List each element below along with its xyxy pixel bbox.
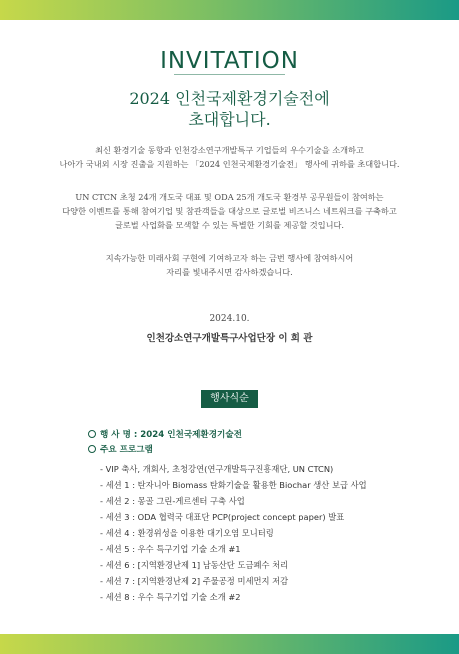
event-program-badge: 행사식순 [201,390,258,408]
bottom-decorative-band [0,634,459,654]
participants-paragraph [0,190,459,232]
participants-line-1: UN CTCN 초청 24개 개도국 대표 및 ODA 25개 개도국 환경부 공무원들이 참여하는 [75,192,384,202]
program-heading-text: 주요 프로그램 [100,445,153,455]
closing-paragraph [0,251,459,279]
program-item: - 세션 7 : [지역환경난제 2] 주물공정 미세먼지 저감 [100,576,289,586]
headline [0,88,459,130]
circle-bullet-icon [88,430,96,438]
closing-line-2: 자리를 빛내주시면 감사하겠습니다. [166,267,293,277]
program-item: - 세션 6 : [지역환경난제 1] 남동산단 도금폐수 처리 [100,560,289,570]
program-item: - 세션 3 : ODA 협력국 대표단 PCP(project concept paper) 발표 [100,512,345,522]
headline-line-2: 초대합니다. [188,110,271,129]
program-item: - 세션 2 : 몽골 그린-게르센터 구축 사업 [100,496,245,506]
page-title: INVITATION [160,48,299,74]
event-name-text: 행 사 명 : 2024 인천국제환경기술전 [100,430,242,440]
signer-name: 인천강소연구개발특구사업단장 이 희 관 [146,333,313,344]
participants-line-3: 글로벌 사업화를 모색할 수 있는 특별한 기회를 제공할 것입니다. [114,220,345,230]
title-underline [174,74,285,75]
program-item: - 세션 8 : 우수 특구기업 기술 소개 #2 [100,592,241,602]
top-decorative-band [0,0,459,20]
program-item: - 세션 5 : 우수 특구기업 기술 소개 #1 [100,544,241,554]
program-item: - VIP 축사, 개회사, 초청강연(연구개발특구진흥재단, UN CTCN) [100,464,334,474]
intro-paragraph [0,143,459,171]
program-item: - 세션 1 : 탄자니아 Biomass 탄화기술을 활용한 Biochar 생산 보급 사업 [100,480,367,490]
invitation-date: 2024.10. [209,314,250,324]
event-name-line [88,428,367,443]
intro-line-2: 나아가 국내외 시장 진출을 지원하는 「2024 인천국제환경기술전」 행사에 귀하를 초대합니다. [59,159,400,169]
participants-line-2: 다양한 이벤트를 통해 참여기업 및 참관객들을 대상으로 글로벌 비즈니스 네트워크를 구축하고 [62,206,397,216]
program-list [88,461,367,605]
program-item: - 세션 4 : 환경위성을 이용한 대기오염 모니터링 [100,528,274,538]
circle-bullet-icon [88,445,96,453]
closing-line-1: 지속가능한 미래사회 구현에 기여하고자 하는 금번 행사에 참여하시어 [105,253,354,263]
program-heading-line [88,443,367,458]
headline-line-1: 2024 인천국제환경기술전에 [129,89,330,108]
intro-line-1: 최신 환경기술 동향과 인천강소연구개발특구 기업들의 우수기술을 소개하고 [95,145,364,155]
event-details [88,428,367,605]
